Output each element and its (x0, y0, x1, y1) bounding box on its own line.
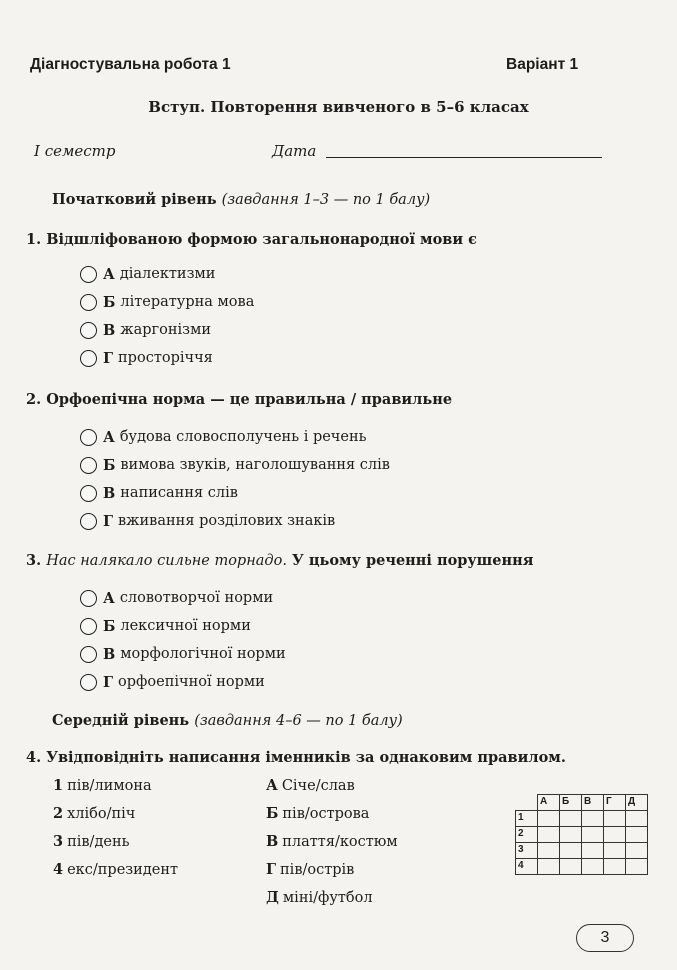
grid-corner (516, 795, 538, 811)
match-text: плаття/костюм (282, 834, 398, 850)
level-initial-title: Початковий рівень (52, 191, 217, 208)
answer-grid-row (516, 811, 648, 827)
option-text: просторіччя (118, 350, 213, 366)
question-text: Увідповідніть написання іменників за однаковим правилом. (46, 749, 566, 766)
match-left-3 (53, 833, 130, 850)
option-text: лексичної норми (120, 618, 251, 634)
q1-option-d[interactable] (80, 346, 213, 370)
grid-cell[interactable] (560, 843, 582, 859)
answer-grid-row (516, 827, 648, 843)
match-right-b (266, 805, 369, 822)
match-left-4 (53, 861, 178, 878)
grid-col-header: А (538, 795, 560, 811)
question-1 (26, 231, 477, 248)
option-text: орфоепічної норми (118, 674, 265, 690)
match-letter: Б (266, 805, 279, 822)
question-text: Відшліфованою формою загальнонародної мови є (46, 231, 478, 248)
option-text: вживання розділових знаків (118, 513, 336, 529)
option-letter: Б (103, 293, 116, 311)
match-text: пів/день (67, 834, 130, 850)
match-letter: Г (266, 861, 277, 878)
answer-circle-icon[interactable] (80, 322, 97, 339)
question-4 (26, 749, 566, 766)
variant-label: Варіант 1 (506, 56, 579, 73)
grid-cell[interactable] (560, 827, 582, 843)
option-text: морфологічної норми (120, 646, 286, 662)
match-text: екс/президент (67, 862, 179, 878)
work-title: Діагностувальна робота 1 (30, 56, 231, 73)
grid-row-header: 2 (516, 827, 538, 843)
answer-circle-icon[interactable] (80, 646, 97, 663)
match-number: 3 (53, 833, 64, 850)
q2-option-a[interactable] (80, 425, 367, 449)
option-letter: Б (103, 456, 116, 474)
grid-row-header: 3 (516, 843, 538, 859)
answer-circle-icon[interactable] (80, 457, 97, 474)
option-letter: В (103, 321, 116, 339)
grid-cell[interactable] (560, 859, 582, 875)
grid-cell[interactable] (538, 859, 560, 875)
page-number: 3 (576, 924, 634, 952)
q1-option-c[interactable] (80, 318, 211, 342)
grid-col-header: Д (626, 795, 648, 811)
semester-label: І семестр (34, 142, 116, 160)
option-text: будова словосполучень і речень (119, 429, 367, 445)
grid-col-header: В (582, 795, 604, 811)
question-number: 3. (26, 552, 42, 569)
option-letter: Г (103, 349, 114, 367)
grid-cell[interactable] (626, 843, 648, 859)
grid-cell[interactable] (538, 843, 560, 859)
match-letter: А (266, 777, 278, 794)
grid-cell[interactable] (604, 811, 626, 827)
grid-col-header: Б (560, 795, 582, 811)
option-letter: А (103, 265, 115, 283)
match-text: пів/острова (282, 806, 370, 822)
option-text: вимова звуків, наголошування слів (120, 457, 390, 473)
grid-col-header: Г (604, 795, 626, 811)
question-2 (26, 391, 452, 408)
q1-option-a[interactable] (80, 262, 215, 286)
answer-circle-icon[interactable] (80, 513, 97, 530)
q2-option-b[interactable] (80, 453, 390, 477)
grid-cell[interactable] (626, 811, 648, 827)
question-text: Орфоепічна норма — це правильна / правильне (46, 391, 453, 408)
answer-circle-icon[interactable] (80, 266, 97, 283)
option-letter: А (103, 589, 115, 607)
option-letter: Г (103, 512, 114, 530)
q3-option-d[interactable] (80, 670, 265, 694)
match-number: 4 (53, 861, 64, 878)
level-middle-title: Середній рівень (52, 712, 190, 729)
grid-row-header: 1 (516, 811, 538, 827)
grid-cell[interactable] (538, 827, 560, 843)
answer-grid-table (515, 794, 648, 875)
question-number: 1. (26, 231, 42, 248)
grid-cell[interactable] (582, 859, 604, 875)
level-middle-note: (завдання 4–6 — по 1 балу) (194, 713, 403, 729)
q3-option-c[interactable] (80, 642, 286, 666)
answer-circle-icon[interactable] (80, 618, 97, 635)
answer-grid (515, 794, 648, 875)
match-right-c (266, 833, 398, 850)
answer-circle-icon[interactable] (80, 674, 97, 691)
answer-grid-header (516, 795, 648, 811)
grid-cell[interactable] (604, 843, 626, 859)
question-number: 4. (26, 749, 42, 766)
option-text: написання слів (120, 485, 238, 501)
option-text: літературна мова (120, 294, 255, 310)
level-initial-heading (52, 191, 430, 208)
match-text: Січе/слав (281, 778, 355, 794)
grid-cell[interactable] (626, 827, 648, 843)
option-letter: Г (103, 673, 114, 691)
q2-option-c[interactable] (80, 481, 238, 505)
question-number: 2. (26, 391, 42, 408)
q3-option-a[interactable] (80, 586, 273, 610)
grid-row-header: 4 (516, 859, 538, 875)
match-text: хлібо/піч (67, 806, 136, 822)
answer-grid-row (516, 859, 648, 875)
match-text: пів/лимона (67, 778, 152, 794)
topic-title: Вступ. Повторення вивченого в 5–6 класах (148, 98, 529, 116)
grid-cell[interactable] (582, 843, 604, 859)
option-letter: А (103, 428, 115, 446)
match-text: пів/острів (280, 862, 355, 878)
option-letter: В (103, 645, 116, 663)
answer-circle-icon[interactable] (80, 350, 97, 367)
grid-cell[interactable] (626, 859, 648, 875)
q3-option-b[interactable] (80, 614, 251, 638)
q2-option-d[interactable] (80, 509, 335, 533)
grid-cell[interactable] (582, 811, 604, 827)
match-right-e (266, 889, 373, 906)
option-letter: Б (103, 617, 116, 635)
answer-circle-icon[interactable] (80, 429, 97, 446)
answer-circle-icon[interactable] (80, 590, 97, 607)
option-text: жаргонізми (120, 322, 212, 338)
match-text: міні/футбол (282, 890, 373, 906)
date-blank-line[interactable] (326, 157, 602, 158)
grid-cell[interactable] (604, 827, 626, 843)
level-middle-heading (52, 712, 403, 729)
question-3 (26, 552, 533, 569)
match-letter: Д (266, 889, 279, 906)
match-right-d (266, 861, 354, 878)
grid-cell[interactable] (582, 827, 604, 843)
match-number: 2 (53, 805, 64, 822)
option-text: діалектизми (119, 266, 216, 282)
grid-cell[interactable] (604, 859, 626, 875)
match-number: 1 (53, 777, 64, 794)
level-initial-note: (завдання 1–3 — по 1 балу) (221, 192, 431, 208)
option-letter: В (103, 484, 116, 502)
answer-grid-row (516, 843, 648, 859)
grid-cell[interactable] (560, 811, 582, 827)
date-label: Дата (272, 142, 317, 160)
option-text: словотворчої норми (119, 590, 274, 606)
question-text: У цьому реченні порушення (292, 552, 534, 569)
match-letter: В (266, 833, 279, 850)
match-right-a (266, 777, 355, 794)
answer-circle-icon[interactable] (80, 485, 97, 502)
answer-circle-icon[interactable] (80, 294, 97, 311)
q1-option-b[interactable] (80, 290, 254, 314)
question-example-sentence: Нас налякало сильне торнадо. (46, 553, 287, 569)
match-left-1 (53, 777, 152, 794)
grid-cell[interactable] (538, 811, 560, 827)
match-left-2 (53, 805, 135, 822)
